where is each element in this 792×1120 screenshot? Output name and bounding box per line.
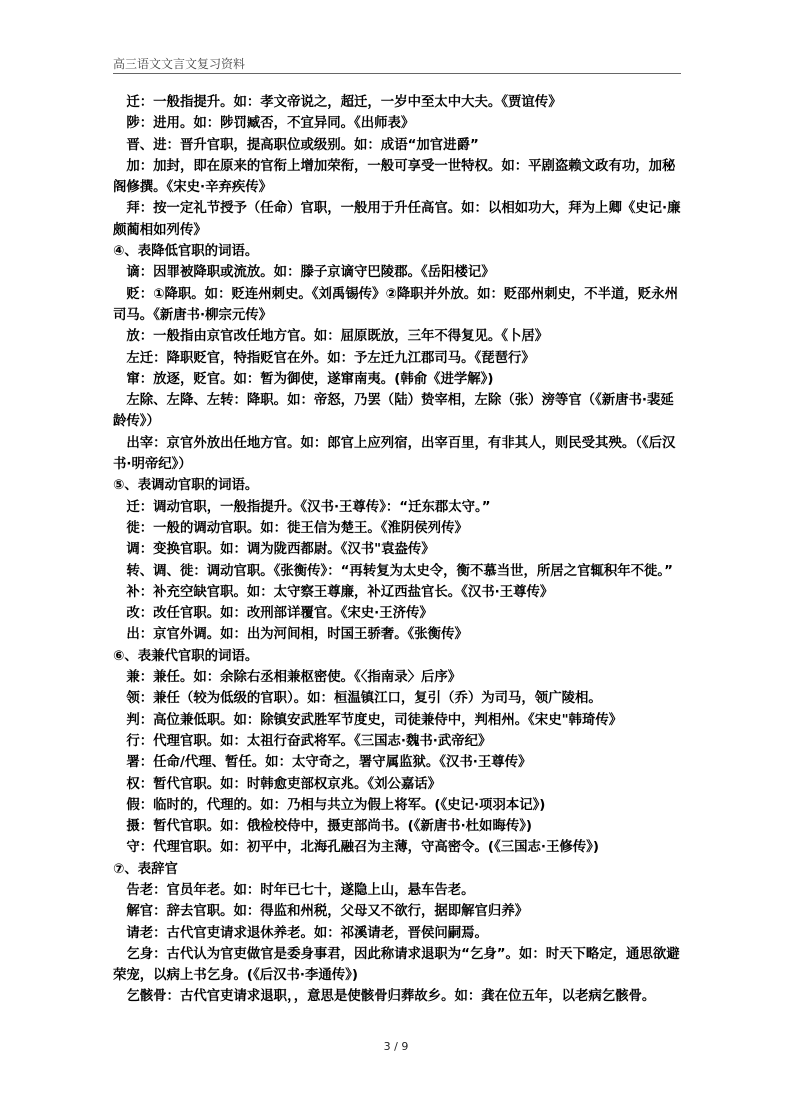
paragraph: 守：代理官职。如：初平中，北海孔融召为主薄，守高密令。(《三国志·王修传》) <box>126 840 599 856</box>
paragraph: 假：临时的，代理的。如：乃相与共立为假上将军。(《史记·项羽本记》) <box>126 797 546 813</box>
paragraph: 调：变换官职。如：调为陇西都尉。《汉书"袁盎传》 <box>126 542 435 558</box>
paragraph: 拜：按一定礼节授予（任命）官职，一般用于升任高官。如：以相如功大，拜为上卿《史记·廉颇蔺相如列传》 <box>113 201 681 238</box>
paragraph: 左迁：降职贬官，特指贬官在外。如：予左迁九江郡司马。《琵琶行》 <box>126 350 535 366</box>
paragraph: 加：加封，即在原来的官衔上增加荣衔，一般可享受一世特权。如：平剧盗赖文政有功，加秘阁修撰。《宋史·辛弃疾传》 <box>113 158 676 196</box>
page-header: 高三语文文言文复习资料 <box>113 57 246 71</box>
paragraph: 乞身：古代认为官吏做官是委身事君，因此称请求退职为“乞身”。如：时天下略定，通思欲避荣宠，以病上书乞身。(《后汉书·李通传》) <box>113 946 680 984</box>
paragraph: 兼：兼任。如：余除右丞相兼枢密使。《〈指南录〉后序》 <box>126 670 462 686</box>
paragraph: 告老：官员年老。如：时年已七十，遂隐上山，悬车告老。 <box>126 882 475 898</box>
paragraph: 左除、左降、左转：降职。如：帝怒，乃罢（陆）贽宰相，左除（张）滂等官（《新唐书·裴延龄传》） <box>113 393 674 430</box>
paragraph: 出宰：京官外放出任地方官。如：郎官上应列宿，出宰百里，有非其人，则民受其殃。（《后汉书·明帝纪》） <box>113 435 676 473</box>
section-heading: ⑦、表辞官 <box>113 861 178 877</box>
paragraph: 领：兼任（较为低级的官职）。如：桓温镇江口，复引（乔）为司马，领广陵相。 <box>126 691 602 707</box>
paragraph: 补：补充空缺官职。如：太守察王尊廉，补辽西盐官长。《汉书·王尊传》 <box>126 584 554 600</box>
paragraph: 转、调、徙：调动官职。《张衡传》：“再转复为太史令，衡不慕当世，所居之官辄积年不徙。” <box>126 563 673 579</box>
paragraph: 窜：放逐，贬官。如：暂为御使，遂窜南夷。(韩俞《进学解》) <box>126 371 494 387</box>
section-heading: ⑥、表兼代官职的词语。 <box>113 648 259 664</box>
section-heading: ⑤、表调动官职的词语。 <box>113 478 259 494</box>
paragraph: 判：高位兼低职。如：除镇安武胜军节度史，司徒兼侍中，判相州。《宋史"韩琦传》 <box>126 712 623 728</box>
paragraph: 出：京官外调。如：出为河间相，时国王骄奢。《张衡传》 <box>126 627 468 643</box>
paragraph: 晋、进：晋升官职，提高职位或级别。如：成语“加官进爵” <box>126 137 479 153</box>
paragraph: 谪：因罪被降职或流放。如：滕子京谪守巴陵郡。《岳阳楼记》 <box>126 265 495 281</box>
paragraph: 改：改任官职。如：改刑部详覆官。《宋史·王济传》 <box>126 606 433 622</box>
paragraph: 贬：①降职。如：贬连州刺史。《刘禹锡传》②降职并外放。如：贬邵州刺史，不半道，贬永州司马。《新唐书·柳宗元传》 <box>113 286 678 323</box>
document-body <box>113 92 681 1008</box>
paragraph: 请老：古代官吏请求退休养老。如：祁溪请老，晋侯问嗣焉。 <box>126 925 488 941</box>
paragraph: 陟：进用。如：陟罚臧否，不宜异同。《出师表》 <box>126 116 415 132</box>
paragraph: 解官：辞去官职。如：得监和州税，父母又不欲行，据即解官归养》 <box>126 904 529 920</box>
page-number: 3 / 9 <box>383 1040 409 1053</box>
paragraph: 放：一般指由京官改任地方官。如：屈原既放，三年不得复见。《卜居》 <box>126 329 549 345</box>
paragraph: 徙：一般的调动官职。如：徙王信为楚王。《淮阴侯列传》 <box>126 520 468 536</box>
paragraph: 摄：暂代官职。如：俄检校侍中，摄吏部尚书。(《新唐书·杜如晦传》) <box>126 819 533 835</box>
paragraph: 权：暂代官职。如：时韩愈吏部权京兆。《刘公嘉话》 <box>126 776 442 792</box>
paragraph: 署：任命/代理、暂任。如：太守奇之，署守属监狱。《汉书·王尊传》 <box>126 755 532 771</box>
paragraph: 乞骸骨：古代官吏请求退职，，意思是使骸骨归葬故乡。如：龚在位五年，以老病乞骸骨。 <box>126 989 656 1005</box>
header-divider <box>113 73 681 74</box>
paragraph: 迁：一般指提升。如：孝文帝说之，超迁，一岁中至太中大夫。《贾谊传》 <box>126 95 562 110</box>
paragraph: 迁：调动官职，一般指提升。《汉书·王尊传》：“迁东郡太守。” <box>126 499 491 515</box>
paragraph: 行：代理官职。如：太祖行奋武将军。《三国志·魏书·武帝纪》 <box>126 733 492 749</box>
section-heading: ④、表降低官职的词语。 <box>113 244 259 260</box>
